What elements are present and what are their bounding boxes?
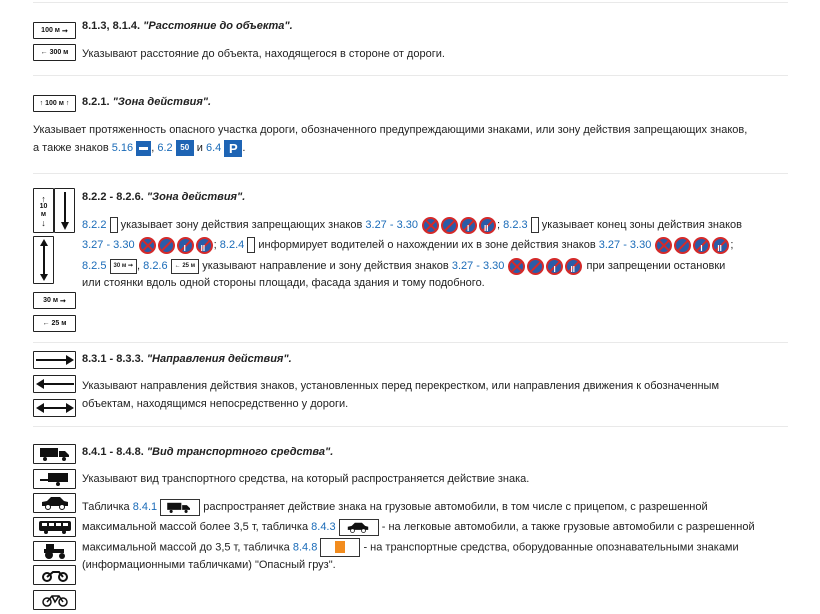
link-8-2-6[interactable]: 8.2.6 bbox=[143, 260, 168, 272]
section-line-1: 8.2.2 указывает зону действия запрещающих знаков 3.27 - 3.30 III ; 8.2.3 указывает конец зоны действия знаков bbox=[82, 216, 742, 234]
trailer-icon bbox=[40, 472, 70, 486]
link-8-2-4[interactable]: 8.2.4 bbox=[219, 239, 245, 251]
no-stopping-icon bbox=[508, 258, 525, 275]
plate-8-4-1 bbox=[33, 444, 76, 464]
link-8-2-2[interactable]: 8.2.2 bbox=[82, 219, 107, 231]
no-parking-icon bbox=[674, 237, 691, 254]
section-para-line-1: Табличка 8.4.1 распространяет действие знака на грузовые автомобили, в том числе с прицепом, с разрешенной bbox=[82, 498, 708, 516]
no-parking-odd-days-icon bbox=[177, 237, 194, 254]
car-icon bbox=[40, 496, 70, 510]
divider bbox=[33, 173, 788, 174]
arrow-right-long-icon bbox=[36, 355, 74, 365]
no-parking-even-days-icon bbox=[565, 258, 582, 275]
section-line-4: или стоянки вдоль одной стороны площади, фасада здания и тому подобного. bbox=[82, 277, 485, 289]
plate-8-2-6: ← 25 м bbox=[33, 315, 76, 332]
arrow-right-icon: ➞ bbox=[61, 27, 68, 35]
arrow-right-icon: ➞ bbox=[60, 297, 66, 305]
section-heading: 8.2.1. "Зона действия". bbox=[82, 96, 212, 108]
plate-8-1-4-label: 300 м bbox=[49, 49, 69, 56]
link-3-27-3-30[interactable]: 3.27 - 3.30 bbox=[82, 239, 135, 251]
arrow-up-icon: ↑ bbox=[39, 100, 44, 107]
section-text: Указывает протяженность опасного участка дороги, обозначенного предупреждающими знаками, или зону действия запрещающих знаков, bbox=[33, 124, 748, 136]
sign-6-4-icon: P bbox=[224, 140, 242, 157]
link-5-16[interactable]: 5.16 bbox=[111, 142, 134, 154]
plate-8-3-1 bbox=[33, 351, 76, 369]
no-parking-even-days-icon bbox=[479, 217, 496, 234]
link-3-27-3-30[interactable]: 3.27 - 3.30 bbox=[365, 219, 418, 231]
plate-8-2-6-mini-icon: ← 25 м bbox=[171, 259, 199, 274]
section-para-line-2: максимальной массой более 3,5 т, табличка 8.4.3 - на легковые автомобили, а также грузовые автомобили с разрешенной bbox=[82, 518, 755, 536]
link-3-27-3-30[interactable]: 3.27 - 3.30 bbox=[598, 239, 652, 251]
link-8-2-5[interactable]: 8.2.5 bbox=[82, 260, 107, 272]
no-stopping-icon bbox=[422, 217, 439, 234]
plate-8-2-2-mini-icon bbox=[110, 217, 118, 233]
plate-8-3-2 bbox=[33, 375, 76, 393]
section-line-3: 8.2.5 30 м ➞ , 8.2.6 ← 25 м указывают направление и зону действия знаков 3.27 - 3.30 III при запрещении остановки bbox=[82, 257, 725, 275]
arrow-left-icon: ← bbox=[42, 320, 50, 327]
plate-8-2-1: ↑ 100 м ↑ bbox=[33, 95, 76, 112]
link-8-4-3[interactable]: 8.4.3 bbox=[311, 521, 336, 533]
end-zone-arrow-icon bbox=[61, 192, 69, 230]
tractor-icon bbox=[42, 543, 68, 559]
plate-8-1-4 bbox=[33, 44, 76, 61]
no-parking-icon bbox=[527, 258, 544, 275]
plate-8-2-4-mini-icon bbox=[247, 237, 255, 253]
plate-8-2-3 bbox=[54, 188, 75, 233]
sign-6-2-icon: 50 bbox=[176, 140, 194, 156]
divider bbox=[33, 75, 788, 76]
top-divider bbox=[33, 2, 788, 3]
plate-8-4-4 bbox=[33, 517, 76, 537]
no-stopping-icon bbox=[139, 237, 156, 254]
truck-mini-icon bbox=[160, 499, 200, 516]
no-stopping-icon bbox=[655, 237, 672, 254]
plate-8-4-6 bbox=[33, 565, 76, 585]
plate-8-2-5-mini-icon: 30 м ➞ bbox=[110, 259, 137, 274]
link-8-4-1[interactable]: 8.4.1 bbox=[132, 501, 158, 513]
plate-8-4-5 bbox=[33, 541, 76, 561]
truck-icon bbox=[40, 447, 70, 461]
bicycle-icon bbox=[42, 593, 68, 607]
double-arrow-vertical-icon bbox=[40, 239, 48, 281]
arrow-both-long-icon bbox=[36, 403, 74, 413]
no-parking-even-days-icon bbox=[196, 237, 213, 254]
section-text: Указывают направления действия знаков, установленных перед перекрестком, или направления движения к обозначенным bbox=[82, 380, 720, 392]
plate-8-1-3 bbox=[33, 22, 76, 39]
plate-8-2-5: 30 м ➞ bbox=[33, 292, 76, 309]
no-parking-even-days-icon bbox=[712, 237, 729, 254]
car-mini-icon bbox=[339, 519, 379, 536]
section-text: Указывают расстояние до объекта, находящегося в стороне от дороги. bbox=[82, 48, 445, 60]
plate-8-1-3-label: 100 м bbox=[41, 27, 60, 34]
arrow-up-icon: ↑ bbox=[41, 193, 46, 204]
plate-8-2-4 bbox=[33, 236, 54, 284]
section-heading: 8.3.1 - 8.3.3. "Направления действия". bbox=[82, 353, 292, 365]
section-line-2: 3.27 - 3.30 III ; 8.2.4 информирует водителей о нахождении их в зоне действия знаков 3.27 - 3.30 III ; bbox=[82, 236, 733, 254]
section-heading: 8.1.3, 8.1.4. "Расстояние до объекта". bbox=[82, 20, 293, 32]
no-parking-icon bbox=[441, 217, 458, 234]
plate-8-3-3 bbox=[33, 399, 76, 417]
no-parking-odd-days-icon bbox=[546, 258, 563, 275]
section-heading: 8.2.2 - 8.2.6. "Зона действия". bbox=[82, 191, 246, 203]
hazard-plate-mini-icon bbox=[320, 538, 360, 557]
section-text-2: а также знаков 5.16 , 6.2 50 и 6.4 P . bbox=[33, 140, 246, 156]
divider bbox=[33, 426, 788, 427]
plate-8-2-3-mini-icon bbox=[531, 217, 539, 233]
motorcycle-icon bbox=[42, 568, 68, 582]
plate-8-2-2: ↑ 10 м ↓ bbox=[33, 188, 54, 233]
section-text-2: объектам, находящимся непосредственно у дороги. bbox=[82, 398, 349, 410]
bus-icon bbox=[39, 520, 71, 534]
no-parking-icon bbox=[158, 237, 175, 254]
sign-5-16-icon bbox=[136, 141, 151, 156]
section-text: Указывают вид транспортного средства, на который распространяется действие знака. bbox=[82, 473, 530, 485]
link-6-4[interactable]: 6.4 bbox=[206, 142, 222, 154]
link-6-2[interactable]: 6.2 bbox=[157, 142, 173, 154]
link-8-4-8[interactable]: 8.4.8 bbox=[292, 541, 318, 554]
plate-8-4-7 bbox=[33, 590, 76, 610]
section-heading: 8.4.1 - 8.4.8. "Вид транспортного средства". bbox=[82, 446, 334, 458]
arrow-left-long-icon bbox=[36, 379, 74, 389]
link-3-27-3-30[interactable]: 3.27 - 3.30 bbox=[451, 260, 505, 272]
arrow-down-icon: ↓ bbox=[41, 217, 46, 228]
link-8-2-3[interactable]: 8.2.3 bbox=[503, 219, 528, 231]
no-parking-odd-days-icon bbox=[693, 237, 710, 254]
arrow-left-icon: ← bbox=[40, 49, 48, 56]
plate-8-4-2 bbox=[33, 469, 76, 489]
divider bbox=[33, 342, 788, 343]
arrow-up-icon: ↑ bbox=[65, 100, 70, 107]
section-para-line-4: (информационными табличками) "Опасный груз". bbox=[82, 559, 336, 571]
no-parking-odd-days-icon bbox=[460, 217, 477, 234]
section-para-line-3: максимальной массой до 3,5 т, табличка 8.4.8 - на транспортные средства, оборудованные опознавательными знаками bbox=[82, 538, 739, 557]
plate-8-4-3 bbox=[33, 493, 76, 513]
